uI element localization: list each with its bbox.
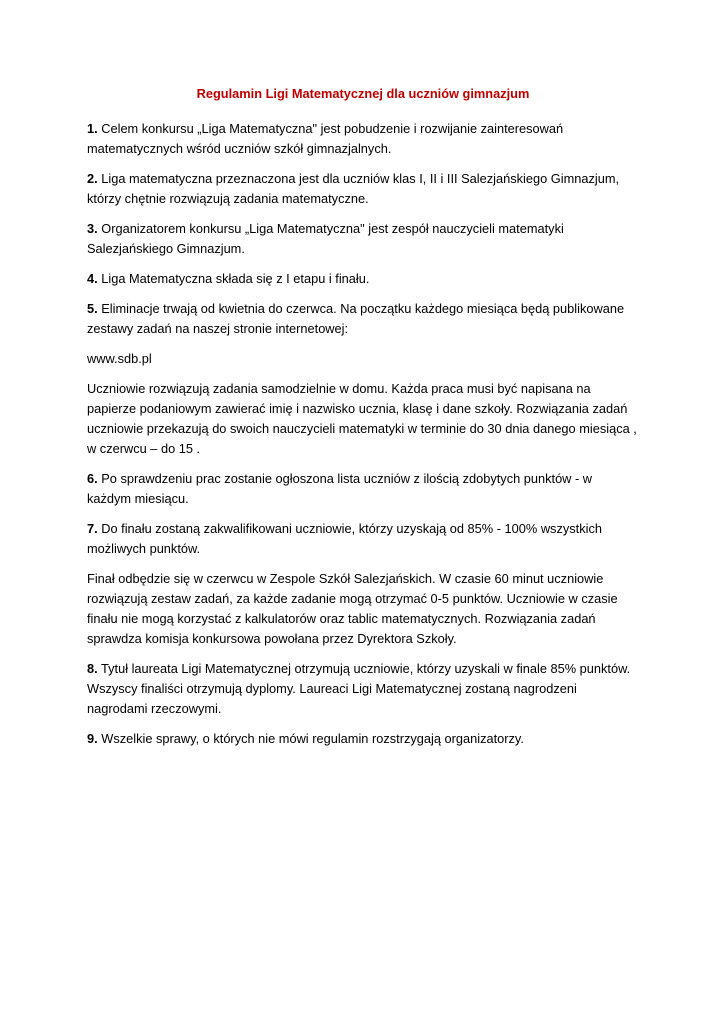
- paragraph-text: Tytuł laureata Ligi Matematycznej otrzymują uczniowie, którzy uzyskali w finale 85% punktów. Wszyscy finaliści otrzymują dyplomy. Laureaci Ligi Matematycznej zostaną nagrodzeni nagrodami rzeczowymi.: [87, 661, 631, 716]
- paragraph-number: 6.: [87, 471, 98, 486]
- paragraph-text: Finał odbędzie się w czerwcu w Zespole Szkół Salezjańskich. W czasie 60 minut uczniowie rozwiązują zestaw zadań, za każde zadanie mogą otrzymać 0-5 punktów. Uczniowie w czasie finału nie mogą korzystać z kalkulatorów oraz tablic matematycznych. Rozwiązania zadań sprawdza komisja konkursowa powołana przez Dyrektora Szkoły.: [87, 571, 618, 646]
- paragraph-4: [87, 269, 639, 289]
- website-url: [87, 349, 639, 369]
- paragraph-text: Do finału zostaną zakwalifikowani uczniowie, którzy uzyskają od 85% - 100% wszystkich możliwych punktów.: [87, 521, 602, 556]
- paragraph-number: 2.: [87, 171, 98, 186]
- paragraph-2: [87, 169, 639, 209]
- paragraph-5: [87, 299, 639, 339]
- paragraph-text: Liga matematyczna przeznaczona jest dla uczniów klas I, II i III Salezjańskiego Gimnazjum, którzy chętnie rozwiązują zadania matematyczne.: [87, 171, 620, 206]
- paragraph-text: Wszelkie sprawy, o których nie mówi regulamin rozstrzygają organizatorzy.: [97, 731, 524, 746]
- paragraph-text: Eliminacje trwają od kwietnia do czerwca. Na początku każdego miesiąca będą publikowane zestawy zadań na naszej stronie internetowej:: [87, 301, 625, 336]
- paragraph-number: 3.: [87, 221, 98, 236]
- paragraph-text: Po sprawdzeniu prac zostanie ogłoszona lista uczniów z ilością zdobytych punktów - w każdym miesiącu.: [87, 471, 593, 506]
- paragraph-number: 7.: [87, 521, 98, 536]
- document-title: Regulamin Ligi Matematycznej dla uczniów gimnazjum: [196, 86, 530, 101]
- paragraph-text: Celem konkursu „Liga Matematyczna" jest pobudzenie i rozwijanie zainteresowań matematycznych wśród uczniów szkół gimnazjalnych.: [87, 121, 564, 156]
- paragraph-1: [87, 119, 639, 159]
- paragraph-text: Uczniowie rozwiązują zadania samodzielnie w domu. Każda praca musi być napisana na papierze podaniowym zawierać imię i nazwisko ucznia, klasę i dane szkoły. Rozwiązania zadań uczniowie przekazują do swoich nauczycieli matematyki w terminie do 30 dnia danego miesiąca , w czerwcu – do 15 .: [87, 381, 637, 456]
- paragraph-number: 5.: [87, 301, 98, 316]
- paragraph-9: [87, 729, 639, 749]
- paragraph-number: 9.: [87, 731, 98, 746]
- paragraph-5-details: [87, 379, 639, 459]
- paragraph-3: [87, 219, 639, 259]
- paragraph-7-final-details: [87, 569, 639, 649]
- paragraph-8: [87, 659, 639, 719]
- paragraph-6: [87, 469, 639, 509]
- paragraph-number: 1.: [87, 121, 98, 136]
- paragraph-text: www.sdb.pl: [87, 351, 152, 366]
- paragraph-text: Organizatorem konkursu „Liga Matematyczna" jest zespół nauczycieli matematyki Salezjańskiego Gimnazjum.: [87, 221, 564, 256]
- paragraph-7: [87, 519, 639, 559]
- paragraph-number: 4.: [87, 271, 98, 286]
- paragraph-text: Liga Matematyczna składa się z I etapu i finału.: [97, 271, 370, 286]
- paragraph-number: 8.: [87, 661, 98, 676]
